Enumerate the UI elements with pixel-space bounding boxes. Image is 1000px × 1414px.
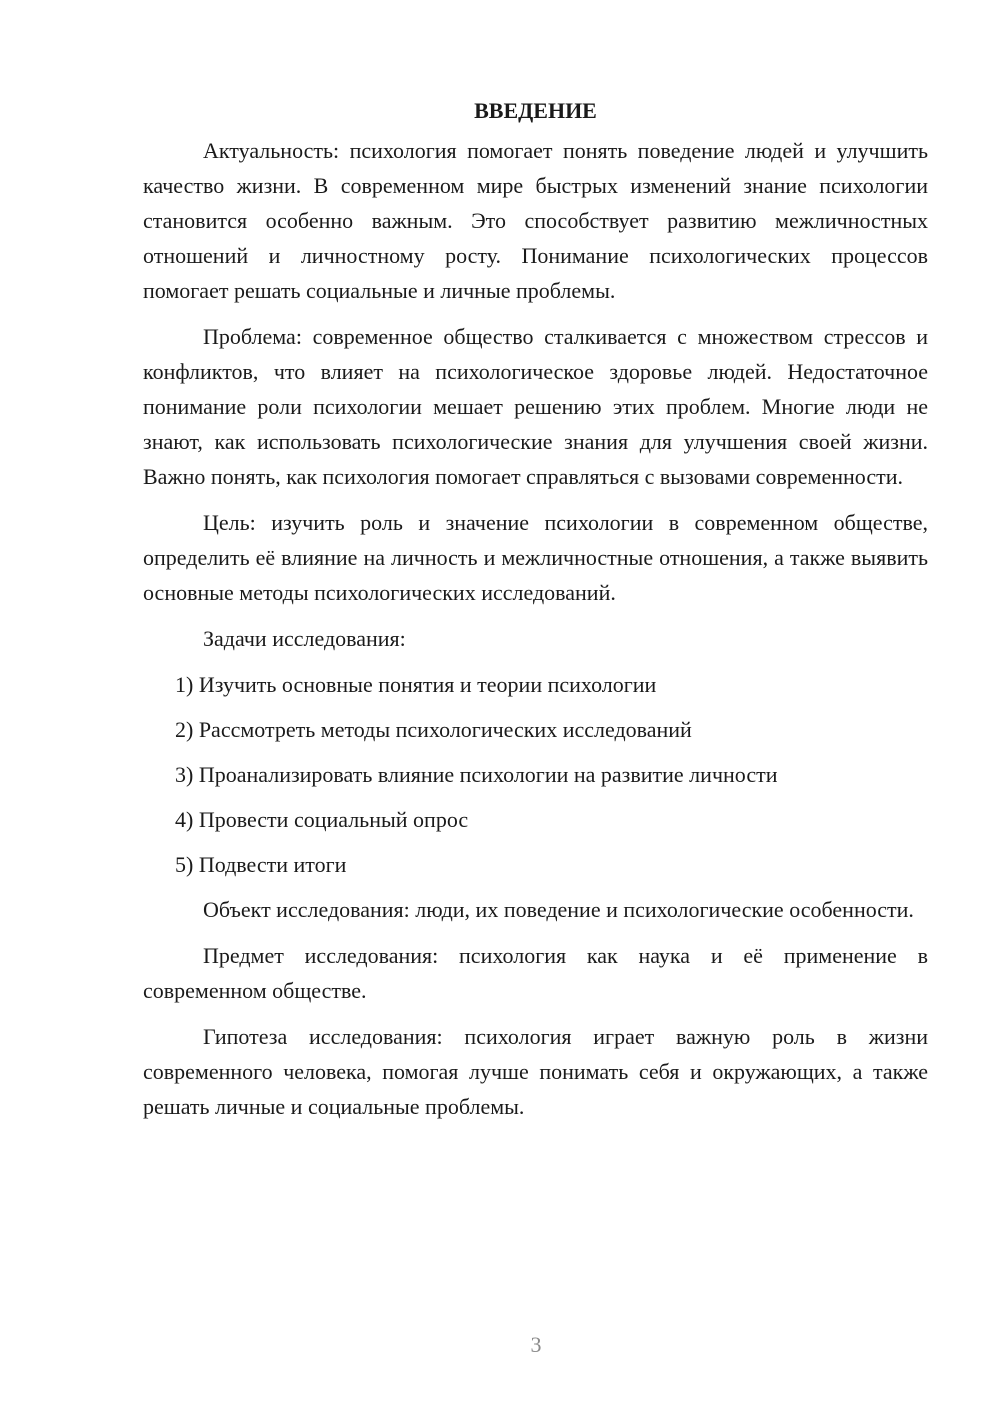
page-content (143, 94, 928, 1135)
tasks-list (143, 667, 928, 882)
paragraph-problem: Проблема: современное общество сталкивается с множеством стрессов и конфликтов, что влияет на психологическое здоровье людей. Недостаточное понимание роли психологии мешает решению этих проблем. Многие люди не знают, как использовать психологические знания для улучшения своей жизни. Важно понять, как психология помогает справляться с вызовами современности. (143, 324, 928, 489)
paragraph-object: Объект исследования: люди, их поведение и психологические особенности. (203, 897, 914, 922)
paragraph-goal: Цель: изучить роль и значение психологии в современном обществе, определить её влияние на личность и межличностные отношения, а также выявить основные методы психологических исследований. (143, 510, 928, 605)
list-item: 5) Подвести итоги (175, 852, 347, 877)
list-item: 1) Изучить основные понятия и теории психологии (175, 672, 657, 697)
section-heading: ВВЕДЕНИЕ (474, 98, 597, 123)
list-item: 4) Провести социальный опрос (175, 807, 469, 832)
list-item: 2) Рассмотреть методы психологических исследований (175, 717, 692, 742)
paragraph-subject: Предмет исследования: психология как наука и её применение в современном обществе. (143, 943, 928, 1003)
page-number: 3 (530, 1332, 542, 1357)
paragraph-hypothesis: Гипотеза исследования: психология играет важную роль в жизни современного человека, помогая лучше понимать себя и окружающих, а также решать личные и социальные проблемы. (143, 1024, 928, 1119)
list-item: 3) Проанализировать влияние психологии на развитие личности (175, 762, 778, 787)
paragraph-relevance: Актуальность: психология помогает понять поведение людей и улучшить качество жизни. В современном мире быстрых изменений знание психологии становится особенно важным. Это способствует развитию межличностных отношений и личностному росту. Понимание психологических процессов помогает решать социальные и личные проблемы. (143, 138, 928, 303)
paragraph-tasks-intro: Задачи исследования: (203, 626, 406, 651)
